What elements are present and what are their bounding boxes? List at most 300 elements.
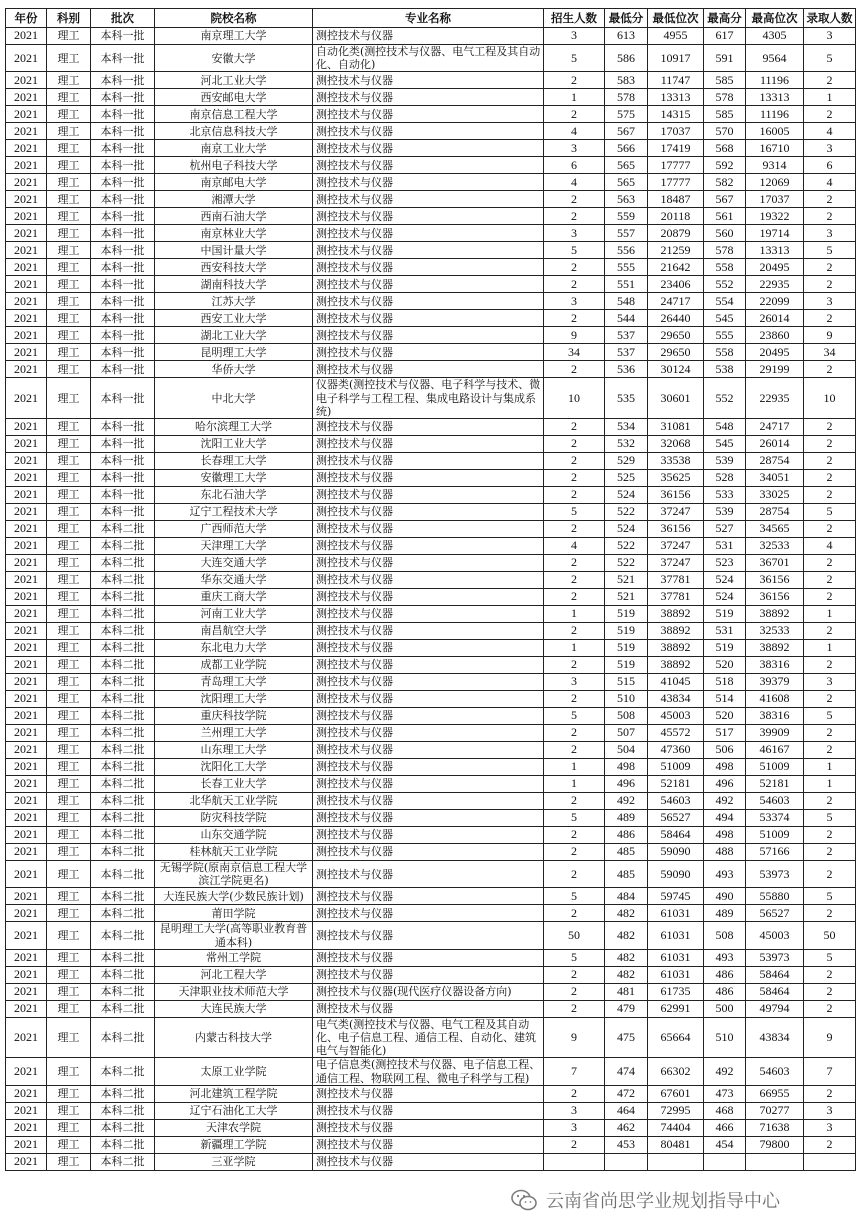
batch-cell: 本科二批 [91,983,155,1000]
school-cell: 大连交通大学 [155,555,313,572]
batch-cell: 本科一批 [91,157,155,174]
min-score-cell: 535 [605,378,648,419]
min-score-cell: 485 [605,844,648,861]
table-row [6,861,856,888]
min-score-cell: 613 [605,28,648,45]
max-rank-cell: 58464 [746,966,804,983]
category-cell: 理工 [47,45,91,72]
max-score-cell: 528 [704,470,746,487]
min-rank-cell: 59090 [648,844,704,861]
school-cell: 大连民族大学 [155,1000,313,1017]
school-cell: 内蒙古科技大学 [155,1017,313,1058]
table-body [6,28,856,1171]
plan-count-cell: 2 [544,436,605,453]
year-cell: 2021 [6,691,47,708]
min-rank-cell: 41045 [648,674,704,691]
max-score-cell: 508 [704,922,746,949]
max-rank-cell: 32533 [746,538,804,555]
batch-cell: 本科二批 [91,1153,155,1170]
max-rank-cell: 53973 [746,949,804,966]
plan-count-cell: 9 [544,327,605,344]
min-rank-cell: 4955 [648,28,704,45]
header-row [6,9,856,28]
table-row [6,793,856,810]
category-cell: 理工 [47,759,91,776]
min-rank-cell: 37781 [648,572,704,589]
school-cell: 中北大学 [155,378,313,419]
admitted-count-cell: 2 [804,521,856,538]
school-cell: 新疆理工学院 [155,1136,313,1153]
table-row [6,538,856,555]
year-cell: 2021 [6,606,47,623]
max-score-cell: 493 [704,949,746,966]
admitted-count-cell: 2 [804,470,856,487]
max-rank-cell: 24717 [746,419,804,436]
min-score-cell: 522 [605,555,648,572]
school-cell: 安徽大学 [155,45,313,72]
admitted-count-cell: 1 [804,776,856,793]
batch-cell: 本科二批 [91,606,155,623]
min-score-cell: 578 [605,89,648,106]
category-cell: 理工 [47,793,91,810]
plan-count-cell: 2 [544,419,605,436]
plan-count-cell: 2 [544,861,605,888]
year-cell: 2021 [6,844,47,861]
table-row [6,589,856,606]
batch-cell: 本科二批 [91,589,155,606]
category-cell: 理工 [47,555,91,572]
batch-cell: 本科一批 [91,191,155,208]
max-score-cell: 517 [704,725,746,742]
min-rank-cell: 67601 [648,1085,704,1102]
min-score-cell: 508 [605,708,648,725]
school-cell: 重庆工商大学 [155,589,313,606]
batch-cell: 本科一批 [91,378,155,419]
plan-count-cell: 5 [544,708,605,725]
max-rank-cell: 16005 [746,123,804,140]
year-cell: 2021 [6,793,47,810]
min-rank-cell: 32068 [648,436,704,453]
major-cell: 测控技术与仪器 [313,106,544,123]
major-cell: 测控技术与仪器 [313,157,544,174]
school-cell: 防灾科技学院 [155,810,313,827]
max-rank-cell: 36156 [746,572,804,589]
max-score-cell: 539 [704,504,746,521]
admitted-count-cell: 2 [804,436,856,453]
batch-cell: 本科二批 [91,691,155,708]
max-rank-cell: 11196 [746,106,804,123]
admitted-count-cell: 6 [804,157,856,174]
max-rank-cell: 51009 [746,759,804,776]
school-cell: 北华航天工业学院 [155,793,313,810]
batch-cell: 本科二批 [91,776,155,793]
admitted-count-cell: 2 [804,1000,856,1017]
plan-count-cell: 2 [544,657,605,674]
min-rank-cell: 38892 [648,623,704,640]
min-score-cell: 492 [605,793,648,810]
batch-cell: 本科一批 [91,504,155,521]
table-row [6,89,856,106]
school-cell: 南京林业大学 [155,225,313,242]
header-min-score: 最低分 [605,9,648,28]
major-cell: 测控技术与仪器 [313,572,544,589]
max-rank-cell: 26014 [746,310,804,327]
year-cell: 2021 [6,861,47,888]
admitted-count-cell: 2 [804,106,856,123]
year-cell: 2021 [6,623,47,640]
table-row [6,759,856,776]
year-cell: 2021 [6,905,47,922]
admitted-count-cell: 1 [804,759,856,776]
batch-cell: 本科一批 [91,344,155,361]
max-rank-cell: 20495 [746,344,804,361]
school-cell: 湘潭大学 [155,191,313,208]
table-row [6,310,856,327]
school-cell: 常州工学院 [155,949,313,966]
plan-count-cell: 4 [544,123,605,140]
min-score-cell: 521 [605,589,648,606]
year-cell: 2021 [6,657,47,674]
category-cell: 理工 [47,487,91,504]
table-row [6,606,856,623]
category-cell: 理工 [47,470,91,487]
category-cell: 理工 [47,72,91,89]
category-cell: 理工 [47,106,91,123]
admitted-count-cell: 2 [804,1136,856,1153]
table-row [6,572,856,589]
major-cell: 测控技术与仪器 [313,208,544,225]
header-min-rank: 最低位次 [648,9,704,28]
table-row [6,72,856,89]
plan-count-cell: 2 [544,310,605,327]
admitted-count-cell: 2 [804,742,856,759]
year-cell: 2021 [6,1058,47,1085]
admitted-count-cell: 2 [804,861,856,888]
batch-cell: 本科一批 [91,242,155,259]
plan-count-cell: 5 [544,888,605,905]
major-cell: 测控技术与仪器 [313,640,544,657]
category-cell: 理工 [47,905,91,922]
admitted-count-cell [804,1153,856,1170]
major-cell: 测控技术与仪器 [313,844,544,861]
max-score-cell: 466 [704,1119,746,1136]
major-cell: 测控技术与仪器 [313,606,544,623]
min-rank-cell: 61735 [648,983,704,1000]
major-cell: 测控技术与仪器 [313,140,544,157]
plan-count-cell: 2 [544,470,605,487]
major-cell: 测控技术与仪器 [313,293,544,310]
year-cell: 2021 [6,72,47,89]
category-cell: 理工 [47,674,91,691]
admitted-count-cell: 2 [804,844,856,861]
max-rank-cell: 13313 [746,242,804,259]
max-rank-cell: 39379 [746,674,804,691]
max-score-cell: 555 [704,327,746,344]
min-rank-cell: 37247 [648,538,704,555]
school-cell: 哈尔滨理工大学 [155,419,313,436]
category-cell: 理工 [47,436,91,453]
plan-count-cell: 4 [544,538,605,555]
category-cell: 理工 [47,378,91,419]
header-max-score: 最高分 [704,9,746,28]
table-row [6,1119,856,1136]
table-row [6,208,856,225]
min-rank-cell: 30601 [648,378,704,419]
major-cell: 测控技术与仪器 [313,905,544,922]
max-score-cell: 496 [704,776,746,793]
max-rank-cell: 56527 [746,905,804,922]
school-cell: 辽宁工程技术大学 [155,504,313,521]
year-cell: 2021 [6,725,47,742]
year-cell: 2021 [6,888,47,905]
max-rank-cell: 16710 [746,140,804,157]
plan-count-cell: 7 [544,1058,605,1085]
plan-count-cell: 2 [544,208,605,225]
batch-cell: 本科二批 [91,1017,155,1058]
min-rank-cell: 17777 [648,174,704,191]
max-score-cell: 552 [704,378,746,419]
min-rank-cell: 29650 [648,327,704,344]
table-row [6,983,856,1000]
major-cell: 测控技术与仪器 [313,725,544,742]
category-cell: 理工 [47,293,91,310]
category-cell: 理工 [47,504,91,521]
year-cell: 2021 [6,966,47,983]
table-row [6,157,856,174]
max-rank-cell: 22935 [746,378,804,419]
min-score-cell: 566 [605,140,648,157]
major-cell: 测控技术与仪器 [313,174,544,191]
school-cell: 河北工程大学 [155,966,313,983]
min-rank-cell [648,1153,704,1170]
max-rank-cell: 26014 [746,436,804,453]
min-score-cell: 481 [605,983,648,1000]
batch-cell: 本科一批 [91,470,155,487]
min-score-cell: 515 [605,674,648,691]
category-cell: 理工 [47,640,91,657]
admitted-count-cell: 2 [804,191,856,208]
plan-count-cell: 34 [544,344,605,361]
max-score-cell: 568 [704,140,746,157]
max-score-cell: 592 [704,157,746,174]
max-score-cell: 492 [704,1058,746,1085]
table-row [6,742,856,759]
batch-cell: 本科一批 [91,259,155,276]
major-cell: 测控技术与仪器 [313,810,544,827]
max-rank-cell: 45003 [746,922,804,949]
major-cell: 测控技术与仪器 [313,657,544,674]
school-cell: 南京理工大学 [155,28,313,45]
max-rank-cell [746,1153,804,1170]
batch-cell: 本科二批 [91,1119,155,1136]
school-cell: 东北电力大学 [155,640,313,657]
batch-cell: 本科一批 [91,28,155,45]
admitted-count-cell: 7 [804,1058,856,1085]
year-cell: 2021 [6,1085,47,1102]
year-cell: 2021 [6,293,47,310]
table-row [6,276,856,293]
year-cell: 2021 [6,378,47,419]
category-cell: 理工 [47,453,91,470]
min-rank-cell: 61031 [648,966,704,983]
plan-count-cell: 1 [544,759,605,776]
min-score-cell: 479 [605,1000,648,1017]
batch-cell: 本科二批 [91,555,155,572]
major-cell: 测控技术与仪器 [313,1000,544,1017]
min-rank-cell: 65664 [648,1017,704,1058]
max-rank-cell: 28754 [746,453,804,470]
plan-count-cell: 2 [544,453,605,470]
min-rank-cell: 74404 [648,1119,704,1136]
batch-cell: 本科二批 [91,657,155,674]
min-score-cell: 482 [605,966,648,983]
school-cell: 河北工业大学 [155,72,313,89]
plan-count-cell: 3 [544,28,605,45]
category-cell: 理工 [47,191,91,208]
max-rank-cell: 39909 [746,725,804,742]
min-score-cell: 556 [605,242,648,259]
max-score-cell: 560 [704,225,746,242]
major-cell: 测控技术与仪器 [313,922,544,949]
plan-count-cell: 2 [544,983,605,1000]
category-cell: 理工 [47,1136,91,1153]
year-cell: 2021 [6,123,47,140]
admitted-count-cell: 5 [804,888,856,905]
admitted-count-cell: 2 [804,589,856,606]
plan-count-cell: 5 [544,949,605,966]
max-score-cell: 454 [704,1136,746,1153]
category-cell: 理工 [47,949,91,966]
plan-count-cell: 6 [544,157,605,174]
year-cell: 2021 [6,140,47,157]
plan-count-cell: 2 [544,589,605,606]
min-rank-cell: 38892 [648,640,704,657]
category-cell: 理工 [47,810,91,827]
max-score-cell: 524 [704,589,746,606]
school-cell: 西安工业大学 [155,310,313,327]
max-rank-cell: 51009 [746,827,804,844]
school-cell: 山东交通学院 [155,827,313,844]
plan-count-cell: 2 [544,361,605,378]
min-score-cell: 519 [605,606,648,623]
min-rank-cell: 52181 [648,776,704,793]
min-score-cell: 489 [605,810,648,827]
category-cell: 理工 [47,725,91,742]
school-cell: 南昌航空大学 [155,623,313,640]
min-score-cell: 485 [605,861,648,888]
major-cell: 测控技术与仪器 [313,742,544,759]
batch-cell: 本科二批 [91,888,155,905]
year-cell: 2021 [6,157,47,174]
max-score-cell: 591 [704,45,746,72]
major-cell: 测控技术与仪器 [313,623,544,640]
category-cell: 理工 [47,1153,91,1170]
min-score-cell: 565 [605,157,648,174]
table-row [6,470,856,487]
major-cell: 测控技术与仪器 [313,72,544,89]
year-cell: 2021 [6,344,47,361]
category-cell: 理工 [47,538,91,555]
max-rank-cell: 29199 [746,361,804,378]
min-score-cell: 519 [605,640,648,657]
major-cell: 测控技术与仪器 [313,242,544,259]
plan-count-cell [544,1153,605,1170]
max-score-cell: 518 [704,674,746,691]
max-rank-cell: 46167 [746,742,804,759]
year-cell: 2021 [6,470,47,487]
year-cell: 2021 [6,45,47,72]
min-rank-cell: 38892 [648,606,704,623]
max-rank-cell: 49794 [746,1000,804,1017]
school-cell: 河南工业大学 [155,606,313,623]
major-cell: 测控技术与仪器 [313,759,544,776]
min-rank-cell: 56527 [648,810,704,827]
year-cell: 2021 [6,589,47,606]
min-rank-cell: 61031 [648,922,704,949]
admitted-count-cell: 3 [804,674,856,691]
admitted-count-cell: 2 [804,827,856,844]
max-rank-cell: 22099 [746,293,804,310]
min-score-cell: 474 [605,1058,648,1085]
plan-count-cell: 2 [544,793,605,810]
plan-count-cell: 3 [544,1102,605,1119]
max-score-cell: 492 [704,793,746,810]
table-row [6,1000,856,1017]
major-cell: 测控技术与仪器 [313,487,544,504]
year-cell: 2021 [6,1102,47,1119]
max-score-cell: 490 [704,888,746,905]
category-cell: 理工 [47,844,91,861]
max-rank-cell: 38316 [746,657,804,674]
batch-cell: 本科二批 [91,759,155,776]
min-score-cell: 482 [605,905,648,922]
admitted-count-cell: 5 [804,504,856,521]
max-score-cell: 533 [704,487,746,504]
admitted-count-cell: 10 [804,378,856,419]
admitted-count-cell: 2 [804,310,856,327]
table-row [6,521,856,538]
year-cell: 2021 [6,742,47,759]
admitted-count-cell: 3 [804,1102,856,1119]
table-row [6,361,856,378]
max-rank-cell: 58464 [746,983,804,1000]
admitted-count-cell: 2 [804,487,856,504]
batch-cell: 本科二批 [91,905,155,922]
min-rank-cell: 13313 [648,89,704,106]
plan-count-cell: 2 [544,844,605,861]
school-cell: 安徽理工大学 [155,470,313,487]
table-row [6,708,856,725]
category-cell: 理工 [47,310,91,327]
table-row [6,191,856,208]
table-row [6,657,856,674]
batch-cell: 本科二批 [91,810,155,827]
school-cell: 太原工业学院 [155,1058,313,1085]
category-cell: 理工 [47,28,91,45]
min-score-cell: 529 [605,453,648,470]
max-rank-cell: 53374 [746,810,804,827]
max-score-cell: 585 [704,72,746,89]
year-cell: 2021 [6,827,47,844]
max-rank-cell: 17037 [746,191,804,208]
admitted-count-cell: 2 [804,905,856,922]
table-row [6,776,856,793]
batch-cell: 本科一批 [91,276,155,293]
table-row [6,344,856,361]
admission-table-container [5,8,855,1171]
plan-count-cell: 1 [544,606,605,623]
category-cell: 理工 [47,589,91,606]
